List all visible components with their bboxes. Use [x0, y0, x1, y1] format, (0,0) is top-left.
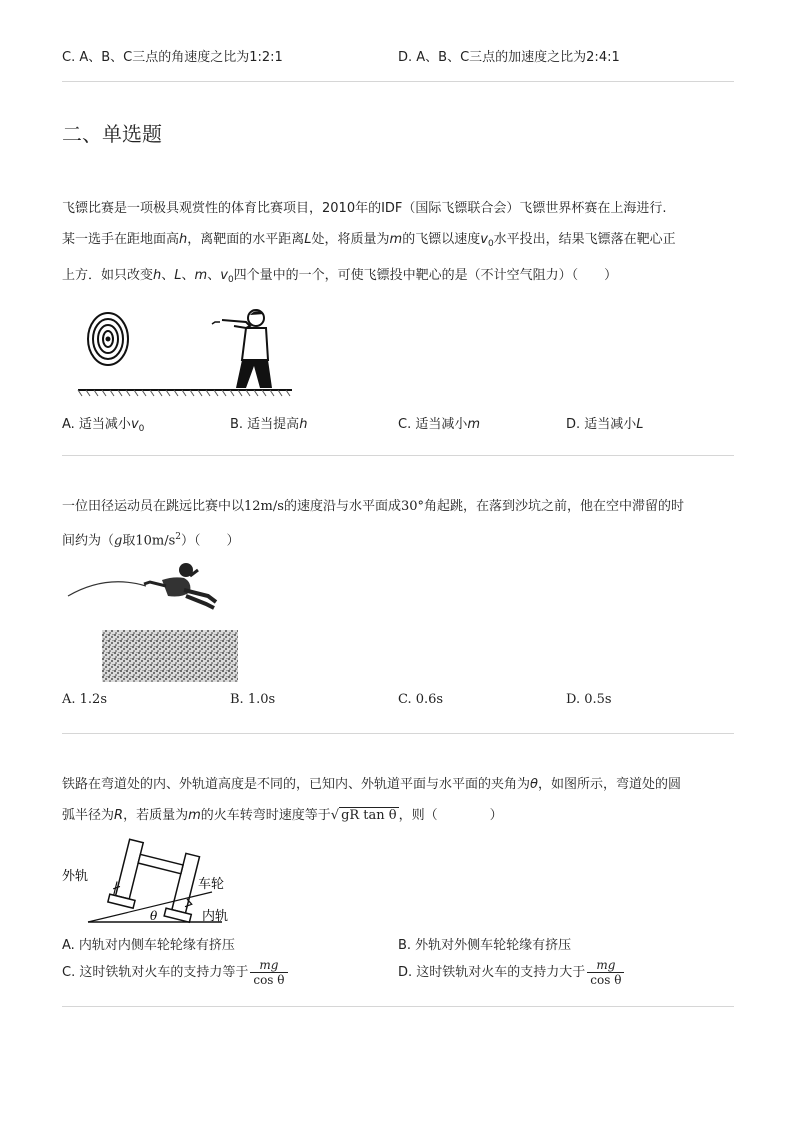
fraction: $\frac{mg}{\text{cos θ}}$: [250, 958, 287, 987]
divider: [62, 81, 734, 82]
q3-line-1: 铁路在弯道处的内、外轨道高度是不同的，已知内、外轨道平面与水平面的夹角为θ，如图所示，弯道处的圆: [62, 777, 681, 792]
sqrt-expression: √ gR tan θ: [330, 808, 397, 823]
q2-option-b[interactable]: B. 1.0s: [230, 692, 276, 707]
q2-option-c[interactable]: C. 0.6s: [398, 692, 444, 707]
question-1-text: [62, 193, 736, 296]
q3-option-a[interactable]: A. 内轨对内侧车轮轮缘有挤压: [62, 938, 235, 953]
fraction: $\frac{mg}{\text{cos θ}}$: [587, 958, 624, 987]
q2-line-2: 间约为（g取$10m/s^2$）（ ）: [62, 532, 240, 549]
q2-option-d[interactable]: D. 0.5s: [566, 692, 612, 707]
question-3-text: [62, 769, 736, 831]
q3-option-b[interactable]: B. 外轨对外侧车轮轮缘有挤压: [398, 938, 572, 953]
fig-theta-label: θ: [150, 909, 158, 923]
rail-figure: [62, 832, 248, 924]
dart-figure: [74, 306, 296, 398]
divider: [62, 733, 734, 734]
q1-option-c[interactable]: C. 适当减小m: [398, 417, 481, 432]
q2-option-a[interactable]: A. 1.2s: [62, 692, 107, 707]
prev-option-c: C. A、B、C三点的角速度之比为1:2:1: [62, 50, 283, 65]
ground-line: [78, 390, 292, 396]
q3-line-2: 弧半径为R，若质量为m的火车转弯时速度等于√ gR tan θ ，则（ ）: [62, 808, 503, 823]
fig-outer-rail-label: 外轨: [62, 869, 89, 884]
q1-line-2: 某一选手在距地面高h，离靶面的水平距离L处，将质量为m的飞镖以速度$v_0$水平投出，结果飞镖落在靶心正: [62, 232, 676, 249]
dartboard-icon: [88, 313, 128, 365]
prev-option-d: D. A、B、C三点的加速度之比为2:4:1: [398, 50, 620, 65]
long-jump-figure: [66, 556, 246, 686]
q2-line-1: 一位田径运动员在跳远比赛中以12m/s的速度沿与水平面成30°角起跳，在落到沙坑之前，他在空中滞留的时: [62, 499, 685, 514]
q1-option-b[interactable]: B. 适当提高h: [230, 417, 308, 432]
q3-option-c[interactable]: C. 这时铁轨对火车的支持力等于 $\frac{mg}{\text{cos θ}}$: [62, 958, 288, 987]
trajectory-arc: [68, 582, 146, 596]
q1-line-3: 上方．如只改变h、L、m、$v_0$四个量中的一个，可使飞镖投中靶心的是（不计空气阻力）（ ）: [62, 268, 618, 285]
divider: [62, 455, 734, 456]
dart-thrower-icon: [212, 310, 272, 388]
jumper-icon: [144, 563, 216, 608]
section-title: 二、单选题: [62, 122, 162, 146]
sand-pit: [102, 630, 238, 682]
question-2-text: [62, 491, 736, 556]
fig-inner-rail-label: 内轨: [202, 909, 229, 924]
q1-option-d[interactable]: D. 适当减小L: [566, 417, 644, 432]
q3-option-d[interactable]: D. 这时铁轨对火车的支持力大于 $\frac{mg}{\text{cos θ}}$: [398, 958, 624, 987]
divider: [62, 1006, 734, 1007]
q1-line-1: 飞镖比赛是一项极具观赏性的体育比赛项目，2010年的IDF（国际飞镖联合会）飞镖世界杯赛在上海进行.: [62, 201, 667, 216]
fig-wheel-label: 车轮: [198, 877, 225, 892]
q1-option-a[interactable]: A. 适当减小$v_0$: [62, 417, 145, 434]
